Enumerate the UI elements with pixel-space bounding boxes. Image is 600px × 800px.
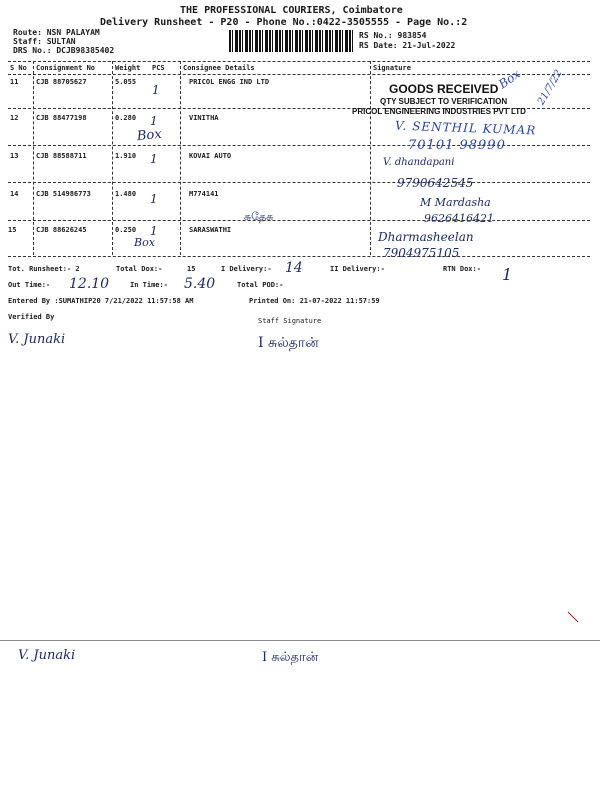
- company-title: THE PROFESSIONAL COURIERS, Coimbatore: [180, 5, 403, 16]
- signature-date: 21/7/22: [535, 68, 565, 107]
- row-separator: [8, 220, 590, 221]
- row-sno: 13: [10, 152, 19, 160]
- row-consignee: KOVAI AUTO: [189, 152, 232, 160]
- row-weight: 5.055: [115, 78, 137, 86]
- runsheet-title: Delivery Runsheet - P20 - Phone No.:0422-3505555 - Page No.:2: [100, 17, 468, 28]
- route-label: Route: NSN PALAYAM: [13, 28, 100, 37]
- overlapping-sheet-edge: [0, 640, 600, 641]
- in-time-label: In Time:-: [130, 281, 168, 289]
- row-sno: 12: [10, 114, 19, 122]
- in-time-value: 5.40: [184, 276, 216, 292]
- bottom-verified-signature: V. Junaki: [18, 648, 76, 663]
- column-divider: [112, 61, 113, 255]
- rs-date: RS Date: 21-Jul-2022: [359, 41, 456, 50]
- out-time-label: Out Time:-: [8, 281, 51, 289]
- signature-name: Dharmasheelan: [378, 230, 474, 244]
- stamp-company-line: PRICOL ENGINEERING INDUSTRIES PVT LTD: [352, 107, 526, 116]
- out-time-value: 12.10: [69, 276, 110, 292]
- signature-phone: 70101 98990: [408, 138, 506, 153]
- row-weight: 0.250: [115, 226, 137, 234]
- i-delivery-value: 14: [285, 260, 303, 276]
- signature-name: V. dhandapani: [383, 157, 455, 168]
- bottom-staff-signature: I சுல்தான்: [262, 650, 319, 665]
- row-consignee: VINITHA: [189, 114, 219, 122]
- column-divider: [370, 61, 371, 255]
- signature-name: V. SENTHIL KUMAR: [394, 118, 537, 138]
- row-weight: 1.480: [115, 190, 137, 198]
- barcode-image: [229, 30, 355, 52]
- column-divider: [180, 61, 181, 255]
- signature-name: M Mardasha: [420, 196, 491, 209]
- row-consignment-no: CJB 88477198: [36, 114, 87, 122]
- row-consignee: SARASWATHI: [189, 226, 232, 234]
- staff-signature-label: Staff Signature: [258, 317, 322, 325]
- row-consignment-no: CJB 88705627: [36, 78, 87, 86]
- col-header-signature: Signature: [373, 64, 411, 72]
- drs-label: DRS No.: DCJB98385402: [13, 46, 115, 55]
- table-bottom-rule: [8, 256, 590, 257]
- staff-signature: I சுல்தான்: [258, 335, 319, 351]
- total-pod-label: Total POD:-: [237, 281, 284, 289]
- total-runsheet: Tot. Runsheet:- 2: [8, 265, 80, 273]
- row-pcs-handwritten: 1: [150, 224, 158, 238]
- verified-by-label: Verified By: [8, 313, 55, 321]
- row-consignment-no: CJB 88588711: [36, 152, 87, 160]
- row-consignee: PRICOL ENGG IND LTD: [189, 78, 270, 86]
- verified-by-signature: V. Junaki: [8, 332, 66, 347]
- goods-received-stamp: GOODS RECEIVED: [389, 82, 499, 96]
- total-dox-label: Total Dox:-: [116, 265, 163, 273]
- row-tamil-note: சுதேசு: [244, 210, 274, 223]
- rtn-dox-label: RTN Dox:-: [443, 265, 481, 273]
- row-pcs-handwritten: 1: [152, 83, 160, 97]
- ii-delivery-label: II Delivery:-: [330, 265, 385, 273]
- signature-box-note: Box: [496, 66, 523, 92]
- row-pcs-handwritten: 1: [150, 192, 158, 206]
- entered-by: Entered By :SUMATHIP20 7/21/2022 11:57:58 AM: [8, 297, 194, 305]
- staff-label: Staff: SULTAN: [13, 37, 76, 46]
- row-sno: 14: [10, 190, 19, 198]
- column-divider: [33, 61, 34, 255]
- row-sno: 11: [10, 78, 19, 86]
- row-weight: 1.910: [115, 152, 137, 160]
- col-header-consignee: Consignee Details: [183, 64, 255, 72]
- signature-phone: 7904975105: [383, 246, 460, 260]
- col-header-weight: Weight: [115, 64, 141, 72]
- row-pcs-handwritten: 1: [150, 152, 158, 166]
- row-box-note: Box: [136, 126, 163, 145]
- col-header-sno: S No: [10, 64, 27, 72]
- row-consignee: M774141: [189, 190, 219, 198]
- col-header-pcs: PCS: [152, 64, 165, 72]
- row-consignment-no: CJB 88626245: [36, 226, 87, 234]
- row-separator: [8, 182, 590, 183]
- row-weight: 0.280: [115, 114, 137, 122]
- total-dox-value: 15: [187, 265, 196, 273]
- stamp-verification-line: QTY SUBJECT TO VERIFICATION: [380, 97, 508, 106]
- i-delivery-label: I Delivery:-: [221, 265, 272, 273]
- col-header-consignment: Consignment No: [36, 64, 96, 72]
- pen-mark: [566, 610, 580, 624]
- table-top-rule: [8, 61, 590, 62]
- row-box-note: Box: [134, 236, 155, 249]
- rs-number: RS No.: 983854: [359, 31, 427, 40]
- row-consignment-no: CJB 514986773: [36, 190, 91, 198]
- rtn-dox-value: 1: [502, 265, 513, 284]
- row-sno: 15: [8, 226, 17, 234]
- printed-on: Printed On: 21-07-2022 11:57:59: [249, 297, 380, 305]
- row-pcs-handwritten: 1: [150, 114, 158, 128]
- signature-phone: 9790642545: [397, 176, 474, 190]
- signature-phone: 9626416421: [424, 212, 494, 225]
